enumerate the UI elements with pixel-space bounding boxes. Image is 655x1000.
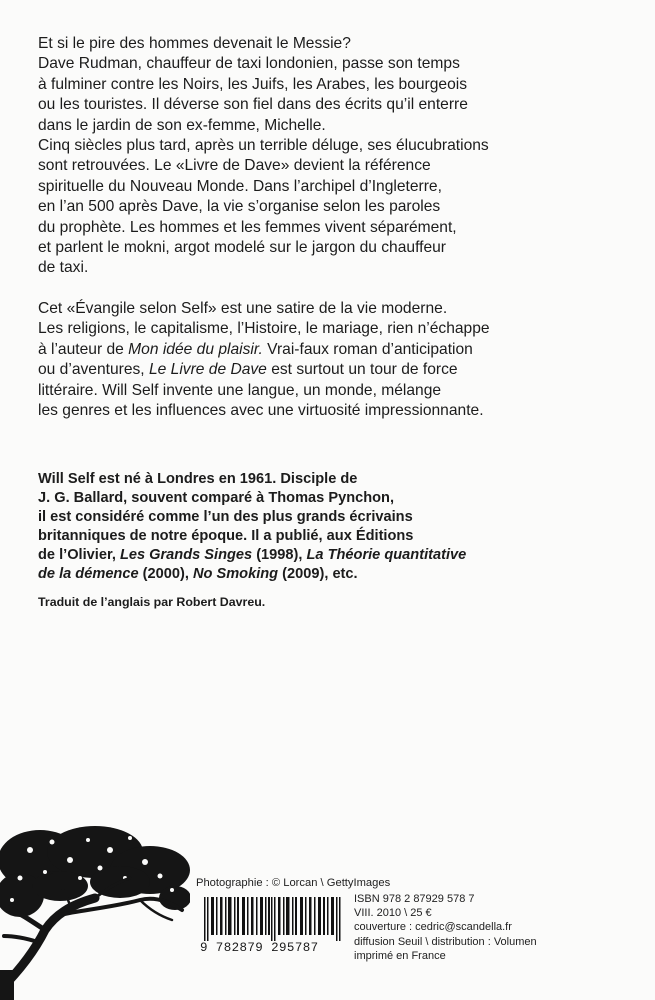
paragraph-gap [38,279,618,299]
barcode-digits: 9 782879 295787 [200,941,319,955]
back-cover-blurb [38,34,618,421]
blurb-line: Dave Rudman, chauffeur de taxi londonien, passe son temps [38,55,460,73]
blurb-line: spirituelle du Nouveau Monde. Dans l’archipel d’Ingleterre, [38,177,442,195]
bio-line [38,565,618,584]
blurb-text: est surtout un tour de force [266,361,458,379]
distribution-info: diffusion Seuil \ distribution : Volumen [354,935,537,948]
barcode-bars [204,897,342,941]
blurb-line [38,340,618,360]
book-title: No Smoking [192,566,279,582]
isbn-barcode [198,893,346,957]
blurb-line: et parlent le mokni, argot modelé sur le jargon du chauffeur [38,239,446,257]
blurb-line: en l’an 500 après Dave, la vie s’organise selon les paroles [38,198,441,216]
blurb-line: littéraire. Will Self invente une langue, un monde, mélange [38,381,442,399]
blurb-line: dans le jardin de son ex-femme, Michelle. [38,116,326,134]
blurb-line: les genres et les influences avec une virtuosité impressionnante. [38,401,484,419]
blurb-line: Cet «Évangile selon Self» est une satire de la vie moderne. [38,299,448,317]
blurb-line: Cinq siècles plus tard, après un terrible déluge, ses élucubrations [38,137,489,155]
blurb-paragraph-2 [38,299,618,421]
publication-info [354,892,537,963]
blurb-text: ou d’aventures, [38,361,149,379]
book-title: Mon idée du plaisir. [128,340,263,358]
book-title: Le Livre de Dave [148,361,267,379]
book-title: de la démence [38,566,139,582]
blurb-line: Les religions, le capitalisme, l’Histoire, le mariage, rien n’échappe [38,320,490,338]
date-price: VIII. 2010 \ 25 € [354,907,432,920]
bio-line [38,546,618,565]
bio-text: de l’Olivier, [38,547,120,563]
bio-line: britanniques de notre époque. Il a publié, aux Éditions [38,528,414,544]
book-title: Les Grands Singes [119,547,253,563]
blurb-line: sont retrouvées. Le «Livre de Dave» devient la référence [38,157,431,175]
bio-text: (1998), [252,547,307,563]
cover-credit: couverture : cedric@scandella.fr [354,921,512,934]
bio-line: Will Self est né à Londres en 1961. Disciple de [38,471,358,487]
bio-text: (2000), [138,566,193,582]
blurb-line: ou les touristes. Il déverse son fiel dans des écrits qu’il enterre [38,96,468,114]
photo-credit: Photographie : © Lorcan \ GettyImages [196,877,391,889]
bio-line: il est considéré comme l’un des plus grands écrivains [38,509,413,525]
blurb-line: à fulminer contre les Noirs, les Juifs, les Arabes, les bourgeois [38,75,468,93]
blurb-text: à l’auteur de [38,340,129,358]
printed-in: imprimé en France [354,949,446,962]
book-title: La Théorie quantitative [306,547,467,563]
isbn-text: ISBN 978 2 87929 578 7 [354,893,475,905]
bio-text: (2009), etc. [278,566,358,582]
blurb-line: de taxi. [38,259,89,277]
blurb-line: Et si le pire des hommes devenait le Messie? [38,35,351,52]
blurb-paragraph-1 [38,34,618,279]
bio-line: J. G. Ballard, souvent comparé à Thomas Pynchon, [38,490,395,506]
author-bio [38,470,618,584]
tree-illustration [0,820,190,1000]
blurb-text: Vrai-faux roman d’anticipation [262,340,473,358]
translator-credit: Traduit de l’anglais par Robert Davreu. [38,595,266,609]
blurb-line: du prophète. Les hommes et les femmes vivent séparément, [38,218,457,236]
blurb-line [38,360,618,380]
